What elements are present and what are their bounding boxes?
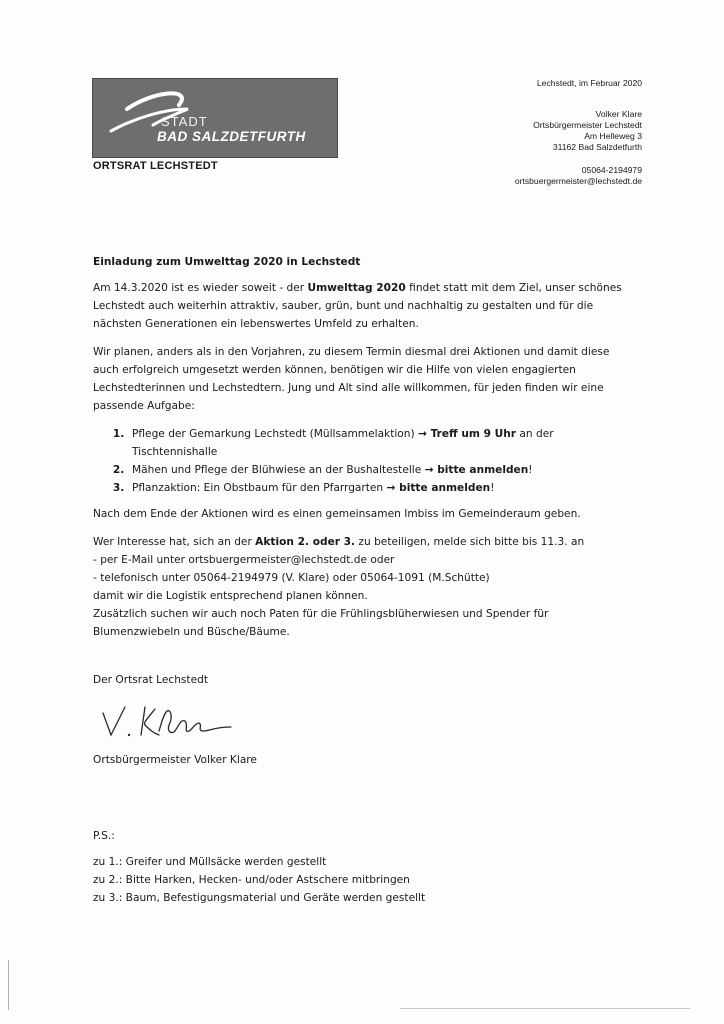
ps-label: P.S.:: [93, 830, 115, 842]
signup-logistics-line: damit wir die Logistik entsprechend planen können.: [93, 590, 368, 602]
handwritten-signature: [97, 695, 623, 751]
action-item: [128, 479, 623, 497]
logo-line-stadt: STADT: [161, 114, 208, 129]
intro-text-end: findet statt mit dem Ziel, unser schönes Lechstedt auch weiterhin attraktiv, sauber, grün, bunt und nachhaltig zu gestalten und für die nächsten Generationen ein lebenswertes Umfeld zu erhalten.: [93, 282, 622, 330]
arrow-right-icon: →: [418, 428, 427, 440]
signup-phone-line: - telefonisch unter 05064-2194979 (V. Klare) oder 05064-1091 (M.Schütte): [93, 572, 490, 584]
signup-line: [93, 533, 623, 551]
sender-street: Am Helleweg 3: [584, 131, 642, 141]
scan-edge-mark: [8, 960, 9, 1010]
scan-edge-mark: [400, 1008, 690, 1009]
org-name: ORTSRAT LECHSTEDT: [93, 160, 218, 172]
signup-highlight: Aktion 2. oder 3.: [255, 536, 356, 548]
logo-line-city: BAD SALZDETFURTH: [157, 129, 306, 144]
sender-block: [382, 78, 642, 187]
arrow-right-icon: →: [386, 482, 396, 494]
action-highlight: bitte anmelden: [433, 464, 529, 476]
signup-text-end: zu beteiligen, melde sich bitte bis 11.3. an: [355, 536, 585, 548]
sponsors-line: Zusätzlich suchen wir auch noch Paten für die Frühlingsblüherwiesen und Spender für Blumenzwiebeln und Büsche/Bäume.: [93, 608, 549, 638]
closing-text: Der Ortsrat Lechstedt: [93, 674, 208, 686]
letter-body: [93, 253, 623, 907]
paragraph-snack: Nach dem Ende der Aktionen wird es einen gemeinsamen Imbiss im Gemeinderaum geben.: [93, 508, 581, 520]
action-text: Pflanzaktion: Ein Obstbaum für den Pfarrgarten: [132, 482, 387, 494]
action-item: [128, 461, 623, 479]
letter-subject: Einladung zum Umwelttag 2020 in Lechstedt: [93, 256, 361, 268]
letter-date: Lechstedt, im Februar 2020: [536, 78, 642, 88]
signup-email-line: - per E-Mail unter ortsbuergermeister@lechstedt.de oder: [93, 554, 395, 566]
intro-text-start: Am 14.3.2020 ist es wieder soweit - der: [93, 282, 308, 294]
sender-role: Ortsbürgermeister Lechstedt: [533, 120, 642, 130]
action-highlight: Treff um 9 Uhr: [426, 428, 517, 440]
ps-list: [93, 853, 623, 907]
sender-email: ortsbuergermeister@lechstedt.de: [514, 176, 642, 186]
paragraph-signup: [93, 533, 623, 641]
action-text-end: !: [490, 482, 495, 494]
paragraph-intro: [93, 279, 623, 333]
signature-icon: [97, 695, 237, 751]
signer-name: Ortsbürgermeister Volker Klare: [93, 754, 257, 766]
ps-item: zu 1.: Greifer und Müllsäcke werden gestellt: [93, 856, 327, 868]
action-text: Pflege der Gemarkung Lechstedt (Müllsammelaktion): [132, 428, 418, 440]
action-text: Mähen und Pflege der Blühwiese an der Bushaltestelle: [132, 464, 425, 476]
sender-city: 31162 Bad Salzdetfurth: [552, 142, 642, 152]
sender-phone: 05064-2194979: [581, 165, 642, 175]
swoosh-icon: [93, 79, 337, 157]
sender-name: Volker Klare: [595, 109, 642, 119]
signup-text-start: Wer Interesse hat, sich an der: [93, 536, 256, 548]
action-text-end: !: [528, 464, 533, 476]
actions-list: [93, 425, 623, 497]
arrow-right-icon: →: [424, 464, 434, 476]
city-logo: [92, 78, 338, 158]
ps-item: zu 2.: Bitte Harken, Hecken- und/oder Astschere mitbringen: [93, 874, 410, 886]
intro-highlight: Umwelttag 2020: [307, 282, 406, 294]
action-text-end: an der Tischtennishalle: [132, 428, 554, 458]
ps-item: zu 3.: Baum, Befestigungsmaterial und Geräte werden gestellt: [93, 892, 426, 904]
action-highlight: bitte anmelden: [395, 482, 491, 494]
action-item: [128, 425, 623, 461]
paragraph-plan: Wir planen, anders als in den Vorjahren, zu diesem Termin diesmal drei Aktionen und damit diese auch erfolgreich umgesetzt werden können, benötigen wir die Hilfe von vielen engagierten Lechstedterinnen und Lechstedtern. Jung und Alt sind alle willkommen, für jeden finden wir eine passende Aufgabe:: [93, 346, 610, 412]
